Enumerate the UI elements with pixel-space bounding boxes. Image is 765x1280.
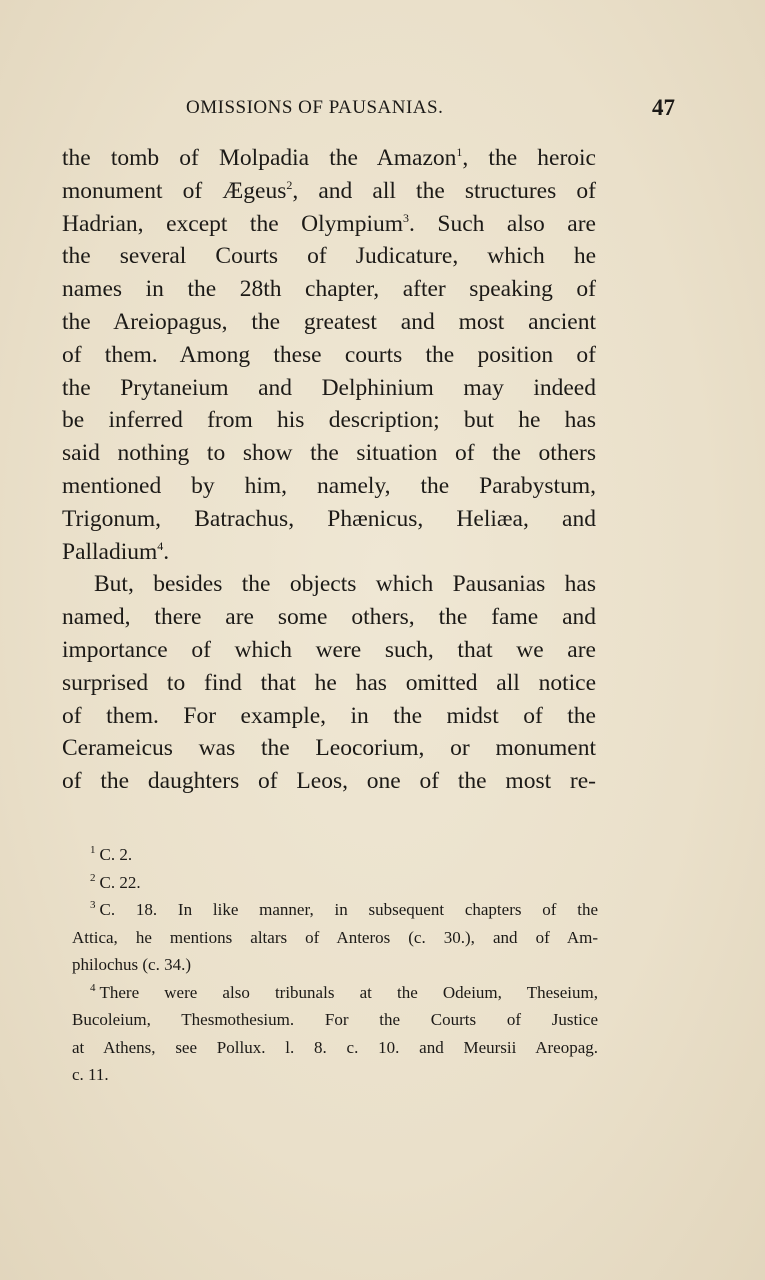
text-line: be inferred from his description; but he has <box>62 407 596 434</box>
footnote-mark: 1 <box>90 844 96 857</box>
footnote-2: $^2$ C. 22. <box>90 871 141 892</box>
running-title: OMISSIONS OF PAUSANIAS. <box>186 97 444 118</box>
text-line: the Prytaneium and Delphinium may indeed <box>62 374 596 401</box>
text-line: surprised to find that he has omitted all notice <box>62 669 596 696</box>
footnote-ref: 2 <box>286 177 293 192</box>
text-line: the Areiopagus, the greatest and most ancient <box>62 308 596 335</box>
paragraph-2 <box>62 568 596 798</box>
footnote-mark: 2 <box>90 871 96 884</box>
page-number: 47 <box>652 95 675 120</box>
text-line: Hadrian, except the Olympium$^3$. Such also are <box>62 210 596 237</box>
footnote-mark: 3 <box>90 899 96 912</box>
footnote-ref: 4 <box>157 538 164 553</box>
text-line: the several Courts of Judicature, which he <box>62 243 596 270</box>
text-line: of the daughters of Leos, one of the most re- <box>62 768 596 795</box>
text-line: Palladium$^4$. <box>62 538 170 565</box>
footnote-ref: 1 <box>456 145 463 160</box>
footnote-mark: 4 <box>90 981 96 994</box>
footnote-1: $^1$ C. 2. <box>90 844 133 864</box>
text-line: of them. Among these courts the position of <box>62 341 596 368</box>
text-line: named, there are some others, the fame and <box>62 604 596 631</box>
text-line: Cerameicus was the Leocorium, or monument <box>62 735 596 762</box>
footnotes <box>72 841 598 1089</box>
text-line: names in the 28th chapter, after speaking of <box>62 276 596 303</box>
text-line: of them. For example, in the midst of the <box>62 702 596 729</box>
text-line: said nothing to show the situation of the others <box>62 440 596 467</box>
text-line: But, besides the objects which Pausanias has <box>94 571 596 598</box>
footnote-ref: 3 <box>403 210 409 225</box>
text-line: Trigonum, Batrachus, Phænicus, Heliæa, and <box>62 505 596 532</box>
paragraph-1 <box>62 142 596 568</box>
text-line: mentioned by him, namely, the Parabystum, <box>62 472 596 499</box>
main-text <box>62 142 596 798</box>
footnote-3: $^3$ C. 18. In like manner, in subsequent chapters of the Attica, he mentions altars of Anteros (c. 30.), and of Am- philochus (c. 34.) <box>72 899 598 974</box>
text-line: importance of which were such, that we are <box>62 636 596 663</box>
text-line: monument of Ægeus$^2$, and all the structures of <box>62 177 596 204</box>
text-line: the tomb of Molpadia the Amazon$^1$, the heroic <box>62 145 596 171</box>
footnote-4: $^4$ There were also tribunals at the Odeium, Theseium, Bucoleium, Thesmothesium. For the Courts of Justice at Athens, see Pollux. l. 8. c. 10. and Meursii Areopag. c. 11. <box>72 981 598 1084</box>
